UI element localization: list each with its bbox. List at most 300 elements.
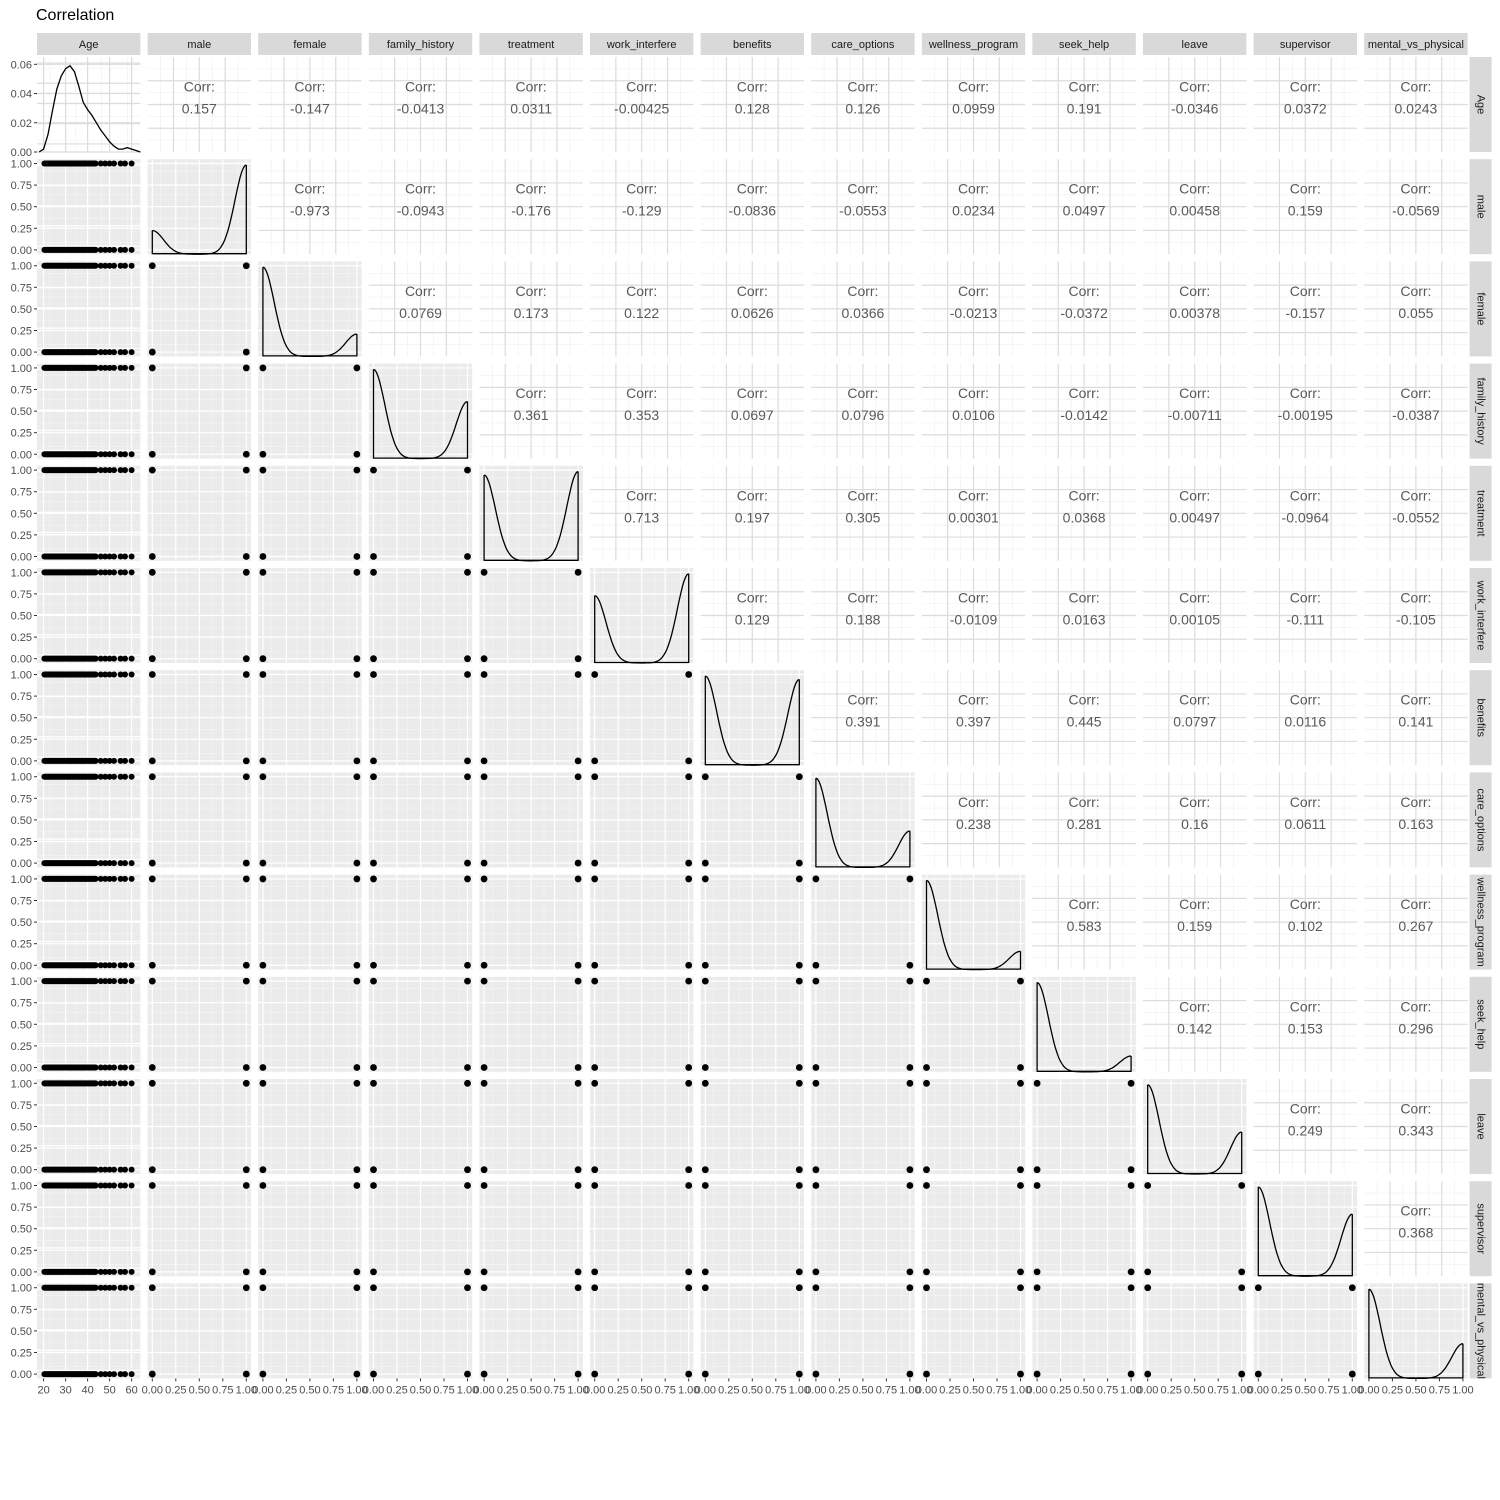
scatter-point [702, 1166, 709, 1173]
scatter-point [260, 365, 267, 372]
scatter-point [111, 1064, 117, 1070]
scatter-point [464, 1166, 471, 1173]
scatter-point [1255, 1371, 1262, 1378]
corr-value-Age-seek_help: 0.191 [1066, 100, 1102, 117]
scatter-point [796, 876, 803, 883]
scatter-point [243, 757, 250, 764]
corr-value-treatment-mental_vs_physical: -0.0552 [1392, 509, 1440, 526]
scatter-point [813, 962, 820, 969]
x-tick-label: 0.25 [165, 1384, 187, 1397]
scatter-point [243, 1182, 250, 1189]
y-tick-label: 0.50 [10, 1223, 32, 1236]
scatter-point [149, 349, 156, 356]
scatter-point [702, 876, 709, 883]
scatter-point-band [41, 263, 98, 269]
scatter-point [122, 876, 128, 882]
scatter-point [122, 962, 128, 968]
scatter-point [702, 1371, 709, 1378]
corr-value-male-treatment: -0.176 [511, 202, 551, 219]
corr-label: Corr: [1400, 180, 1432, 197]
corr-value-treatment-work_interfere: 0.713 [624, 509, 660, 526]
x-tick-label: 0.75 [1096, 1384, 1119, 1397]
scatter-point [464, 876, 471, 883]
y-tick-label: 0.75 [10, 1202, 32, 1215]
corr-value-female-leave: 0.00378 [1169, 304, 1221, 321]
scatter-point [481, 876, 488, 883]
scatter-point [129, 962, 135, 968]
corr-label: Corr: [404, 78, 437, 95]
scatter-point [813, 1182, 820, 1189]
scatter-point [260, 655, 267, 662]
corr-value-treatment-benefits: 0.197 [734, 509, 770, 526]
corr-label: Corr: [515, 385, 547, 402]
scatter-point [370, 1064, 377, 1071]
y-tick-label: 0.50 [10, 814, 32, 827]
scatter-point-band [41, 1285, 98, 1291]
y-tick-label: 0.00 [10, 347, 32, 360]
scatter-point [122, 656, 128, 662]
y-tick-label: 0.75 [10, 1099, 32, 1112]
corr-label: Corr: [847, 691, 879, 708]
scatter-point [129, 1064, 135, 1070]
corr-value-male-benefits: -0.0836 [728, 202, 777, 219]
scatter-point [122, 860, 128, 866]
scatter-point [111, 876, 117, 882]
scatter-point [354, 1182, 361, 1189]
corr-label: Corr: [1068, 78, 1100, 95]
scatter-point [129, 1183, 135, 1189]
x-tick-label: 1.00 [567, 1384, 589, 1397]
scatter-point [243, 451, 250, 458]
scatter-point [907, 1284, 914, 1291]
corr-value-Age-family_history: -0.0413 [396, 100, 445, 117]
scatter-point [1144, 1284, 1151, 1291]
y-tick-label: 0.75 [10, 282, 32, 295]
corr-label: Corr: [1289, 793, 1321, 810]
scatter-point [354, 978, 361, 985]
scatter-point [702, 1080, 709, 1087]
scatter-point [129, 161, 135, 167]
x-tick-label: 0.50 [1073, 1384, 1095, 1397]
corr-value-family_history-mental_vs_physical: -0.0387 [1392, 407, 1440, 424]
y-tick-label: 0.00 [10, 244, 32, 257]
scatter-point [149, 1166, 156, 1173]
scatter-point [243, 860, 250, 867]
corr-value-family_history-leave: -0.00711 [1167, 407, 1222, 424]
corr-label: Corr: [957, 385, 990, 402]
scatter-point [243, 773, 250, 780]
scatter-point [575, 671, 582, 678]
corr-label: Corr: [1400, 896, 1432, 913]
scatter-point [481, 773, 488, 780]
corr-value-female-work_interfere: 0.122 [624, 304, 660, 321]
scatter-point [1128, 1268, 1135, 1275]
scatter-point [370, 671, 377, 678]
scatter-point [260, 1268, 267, 1275]
scatter-point-band [41, 876, 98, 882]
scatter-point [354, 860, 361, 867]
column-label-supervisor: supervisor [1279, 39, 1331, 51]
scatter-point [481, 1268, 488, 1275]
corr-value-wellness_program-leave: 0.159 [1177, 918, 1213, 935]
scatter-point [796, 1268, 803, 1275]
corr-label: Corr: [736, 487, 768, 504]
corr-value-work_interfere-care_options: 0.188 [845, 611, 881, 628]
scatter-point [923, 1166, 930, 1173]
scatter-point [813, 978, 820, 985]
scatter-point [1238, 1371, 1245, 1378]
scatter-point [1128, 1166, 1135, 1173]
y-tick-label: 1.00 [10, 669, 32, 682]
scatter-point [685, 773, 692, 780]
scatter-point [111, 467, 117, 473]
scatter-point [1017, 978, 1024, 985]
scatter-point [149, 1371, 156, 1378]
scatter-point [591, 1182, 598, 1189]
scatter-point [464, 773, 471, 780]
scatter-point [591, 1166, 598, 1173]
x-tick-label: 0.00 [1026, 1384, 1048, 1397]
scatter-point [149, 655, 156, 662]
scatter-point [260, 757, 267, 764]
x-tick-label: 0.50 [962, 1384, 985, 1397]
scatter-point [260, 1080, 267, 1087]
scatter-point [111, 978, 117, 984]
corr-value-female-care_options: 0.0366 [841, 304, 885, 321]
scatter-point [122, 774, 128, 780]
scatter-point [370, 1268, 377, 1275]
scatter-point [813, 1064, 820, 1071]
scatter-point [685, 1371, 692, 1378]
x-tick-label: 0.00 [583, 1384, 606, 1397]
x-tick-label: 1.00 [1120, 1384, 1142, 1397]
scatter-point-band [41, 1064, 98, 1070]
scatter-point [149, 569, 156, 576]
scatter-point [370, 467, 377, 474]
scatter-point [129, 672, 135, 678]
scatter-point [111, 1167, 117, 1173]
y-tick-label: 0.00 [10, 1369, 32, 1382]
scatter-point [129, 758, 135, 764]
scatter-point [129, 1285, 135, 1291]
scatter-point [591, 671, 598, 678]
scatter-point [685, 1166, 692, 1173]
y-tick-label: 0.25 [10, 1040, 32, 1053]
scatter-point [260, 773, 267, 780]
scatter-point [481, 1080, 488, 1087]
corr-label: Corr: [626, 385, 658, 402]
scatter-point [149, 553, 156, 560]
corr-value-male-seek_help: 0.0497 [1062, 202, 1106, 219]
scatter-point [243, 1166, 250, 1173]
y-tick-label: 0.50 [10, 508, 32, 521]
y-tick-label: 0.25 [10, 1347, 32, 1360]
scatter-point [129, 1269, 135, 1275]
scatter-point [481, 978, 488, 985]
corr-label: Corr: [183, 78, 215, 95]
scatter-point [1034, 1284, 1041, 1291]
corr-label: Corr: [294, 78, 326, 95]
corr-value-female-wellness_program: -0.0213 [949, 304, 998, 321]
y-tick-label: 1.00 [10, 976, 32, 989]
scatter-point [260, 671, 267, 678]
corr-label: Corr: [1400, 793, 1432, 810]
scatter-point [129, 467, 135, 473]
y-tick-label: 0.25 [10, 223, 32, 236]
scatter-point [260, 860, 267, 867]
scatter-point [370, 655, 377, 662]
scatter-point [370, 876, 377, 883]
scatter-point [591, 876, 598, 883]
scatter-point [354, 773, 361, 780]
corr-label: Corr: [957, 282, 990, 299]
scatter-point [260, 962, 267, 969]
scatter-point [149, 1284, 156, 1291]
scatter-point [111, 1285, 117, 1291]
scatter-point [796, 1080, 803, 1087]
corr-label: Corr: [957, 78, 990, 95]
corr-label: Corr: [1179, 691, 1211, 708]
corr-value-family_history-work_interfere: 0.353 [624, 407, 660, 424]
scatter-point-band [41, 1269, 98, 1275]
scatter-point [122, 1167, 128, 1173]
scatter-point [260, 1182, 267, 1189]
scatter-point [370, 1371, 377, 1378]
scatter-point [1034, 1166, 1041, 1173]
scatter-point [243, 1064, 250, 1071]
x-tick-label: 1.00 [346, 1384, 368, 1397]
scatter-point [111, 1080, 117, 1086]
scatter-point [796, 1371, 803, 1378]
row-label-seek_help: seek_help [1474, 999, 1487, 1050]
x-tick-label: 30 [59, 1384, 72, 1397]
scatter-point [111, 553, 117, 559]
corr-value-seek_help-supervisor: 0.153 [1287, 1020, 1323, 1037]
corr-label: Corr: [1400, 1202, 1432, 1219]
scatter-point [1017, 1284, 1024, 1291]
y-tick-label: 0.25 [10, 1245, 32, 1258]
scatter-point [149, 671, 156, 678]
scatter-point [685, 962, 692, 969]
scatter-point [243, 349, 250, 356]
scatter-point [813, 876, 820, 883]
x-tick-label: 0.50 [630, 1384, 653, 1397]
scatter-point [129, 876, 135, 882]
scatter-point [591, 1064, 598, 1071]
scatter-point [923, 1371, 930, 1378]
y-tick-label: 0.50 [10, 1325, 32, 1338]
x-tick-label: 20 [37, 1384, 50, 1397]
scatter-point [702, 860, 709, 867]
corr-label: Corr: [847, 78, 879, 95]
scatter-point [129, 774, 135, 780]
x-tick-label: 60 [125, 1384, 138, 1397]
scatter-point [370, 1284, 377, 1291]
scatter-point [464, 1080, 471, 1087]
scatter-point [354, 553, 361, 560]
y-tick-label: 0.50 [10, 712, 32, 725]
row-label-male: male [1474, 194, 1487, 219]
row-label-female: female [1474, 292, 1487, 326]
scatter-point [370, 773, 377, 780]
scatter-point [243, 262, 250, 269]
scatter-point [923, 1182, 930, 1189]
corr-label: Corr: [1289, 487, 1321, 504]
y-tick-label: 0.75 [10, 1304, 32, 1317]
scatter-point [685, 671, 692, 678]
scatter-point [243, 1371, 250, 1378]
scatter-point [464, 860, 471, 867]
scatter-point [464, 1284, 471, 1291]
scatter-point [129, 553, 135, 559]
scatter-point [354, 569, 361, 576]
x-tick-label: 0.50 [299, 1384, 321, 1397]
scatter-point [1349, 1284, 1356, 1291]
x-tick-label: 1.00 [1452, 1384, 1474, 1397]
corr-label: Corr: [1179, 998, 1211, 1015]
scatter-point [575, 1080, 582, 1087]
y-tick-label: 0.00 [10, 960, 32, 973]
y-tick-label: 0.50 [10, 610, 32, 623]
scatter-point [702, 1284, 709, 1291]
scatter-point [923, 1080, 930, 1087]
column-label-treatment: treatment [507, 39, 555, 51]
scatter-point [122, 1080, 128, 1086]
corr-value-female-seek_help: -0.0372 [1060, 304, 1108, 321]
x-tick-label: 0.75 [1318, 1384, 1340, 1397]
scatter-point [243, 1080, 250, 1087]
scatter-point [260, 451, 267, 458]
scatter-point [575, 773, 582, 780]
scatter-point [149, 1182, 156, 1189]
scatter-point [129, 263, 135, 269]
scatter-point [481, 962, 488, 969]
corr-label: Corr: [957, 180, 990, 197]
scatter-point [575, 978, 582, 985]
y-tick-label: 1.00 [10, 260, 32, 273]
row-label-treatment: treatment [1474, 490, 1487, 537]
column-label-wellness_program: wellness_program [928, 39, 1019, 51]
scatter-point [111, 1371, 117, 1377]
x-tick-label: 0.00 [915, 1384, 938, 1397]
x-tick-label: 0.00 [694, 1384, 717, 1397]
scatter-point [370, 1166, 377, 1173]
corr-value-family_history-treatment: 0.361 [513, 407, 549, 424]
corr-label: Corr: [1400, 282, 1432, 299]
y-tick-label: 0.00 [10, 1164, 32, 1177]
scatter-point [907, 1182, 914, 1189]
scatter-point [464, 978, 471, 985]
scatter-point-band [41, 569, 98, 575]
y-tick-label: 1.00 [10, 1282, 32, 1295]
corr-value-wellness_program-supervisor: 0.102 [1287, 918, 1323, 935]
scatter-point [122, 247, 128, 253]
corr-label: Corr: [957, 487, 990, 504]
scatter-point [260, 467, 267, 474]
scatter-point [122, 263, 128, 269]
scatter-point [464, 671, 471, 678]
scatter-point [702, 1268, 709, 1275]
y-tick-label: 0.00 [10, 1266, 32, 1279]
scatter-point [1128, 1080, 1135, 1087]
y-tick-label: 0.50 [10, 406, 32, 419]
corr-value-female-supervisor: -0.157 [1285, 304, 1326, 321]
column-label-Age: Age [78, 39, 99, 51]
scatter-point [354, 1064, 361, 1071]
y-tick-label: 0.00 [10, 858, 32, 871]
scatter-point [575, 569, 582, 576]
y-tick-label: 0.50 [10, 201, 32, 214]
scatter-point [464, 1268, 471, 1275]
y-tick-label: 0.25 [10, 938, 32, 951]
y-tick-label: 0.02 [10, 117, 32, 130]
scatter-point [591, 1268, 598, 1275]
scatter-point [149, 451, 156, 458]
scatter-point [129, 860, 135, 866]
corr-value-treatment-wellness_program: 0.00301 [948, 509, 999, 526]
corr-value-family_history-benefits: 0.0697 [730, 407, 774, 424]
corr-value-Age-female: -0.147 [290, 100, 330, 117]
x-tick-label: 0.00 [1358, 1384, 1380, 1397]
corr-label: Corr: [1400, 1100, 1432, 1117]
scatter-point [149, 860, 156, 867]
corr-label: Corr: [1289, 691, 1321, 708]
y-tick-label: 1.00 [10, 1078, 32, 1091]
scatter-point [481, 655, 488, 662]
corr-label: Corr: [1400, 998, 1432, 1015]
corr-label: Corr: [1068, 180, 1100, 197]
corr-label: Corr: [515, 282, 547, 299]
scatter-point [796, 978, 803, 985]
scatter-point [149, 757, 156, 764]
scatter-point [685, 860, 692, 867]
x-tick-label: 0.25 [1271, 1384, 1293, 1397]
scatter-point [591, 1371, 598, 1378]
scatter-point [129, 1080, 135, 1086]
scatter-point [796, 860, 803, 867]
scatter-point [907, 1371, 914, 1378]
scatter-point [1017, 1268, 1024, 1275]
scatter-point [464, 1064, 471, 1071]
corr-label: Corr: [1400, 589, 1432, 606]
scatter-point [122, 1064, 128, 1070]
scatter-point [1144, 1268, 1151, 1275]
corr-value-family_history-seek_help: -0.0142 [1060, 407, 1108, 424]
y-tick-label: 0.25 [10, 325, 32, 338]
corr-value-supervisor-mental_vs_physical: 0.368 [1398, 1224, 1434, 1241]
x-tick-label: 1.00 [788, 1384, 811, 1397]
scatter-point [464, 655, 471, 662]
scatter-point [370, 757, 377, 764]
scatter-point [111, 161, 117, 167]
scatter-point [111, 569, 117, 575]
scatter-point [464, 1182, 471, 1189]
corr-value-Age-leave: -0.0346 [1170, 100, 1219, 117]
column-label-leave: leave [1181, 39, 1208, 51]
scatter-point [122, 1285, 128, 1291]
y-tick-label: 0.00 [10, 449, 32, 462]
scatter-point [149, 1080, 156, 1087]
x-tick-label: 0.00 [141, 1384, 164, 1397]
y-tick-label: 1.00 [10, 1180, 32, 1193]
scatter-point [149, 467, 156, 474]
scatter-point [260, 1284, 267, 1291]
corr-label: Corr: [626, 78, 658, 95]
scatter-point [575, 876, 582, 883]
corr-value-family_history-care_options: 0.0796 [841, 407, 885, 424]
scatter-point [243, 569, 250, 576]
scatter-point [243, 467, 250, 474]
